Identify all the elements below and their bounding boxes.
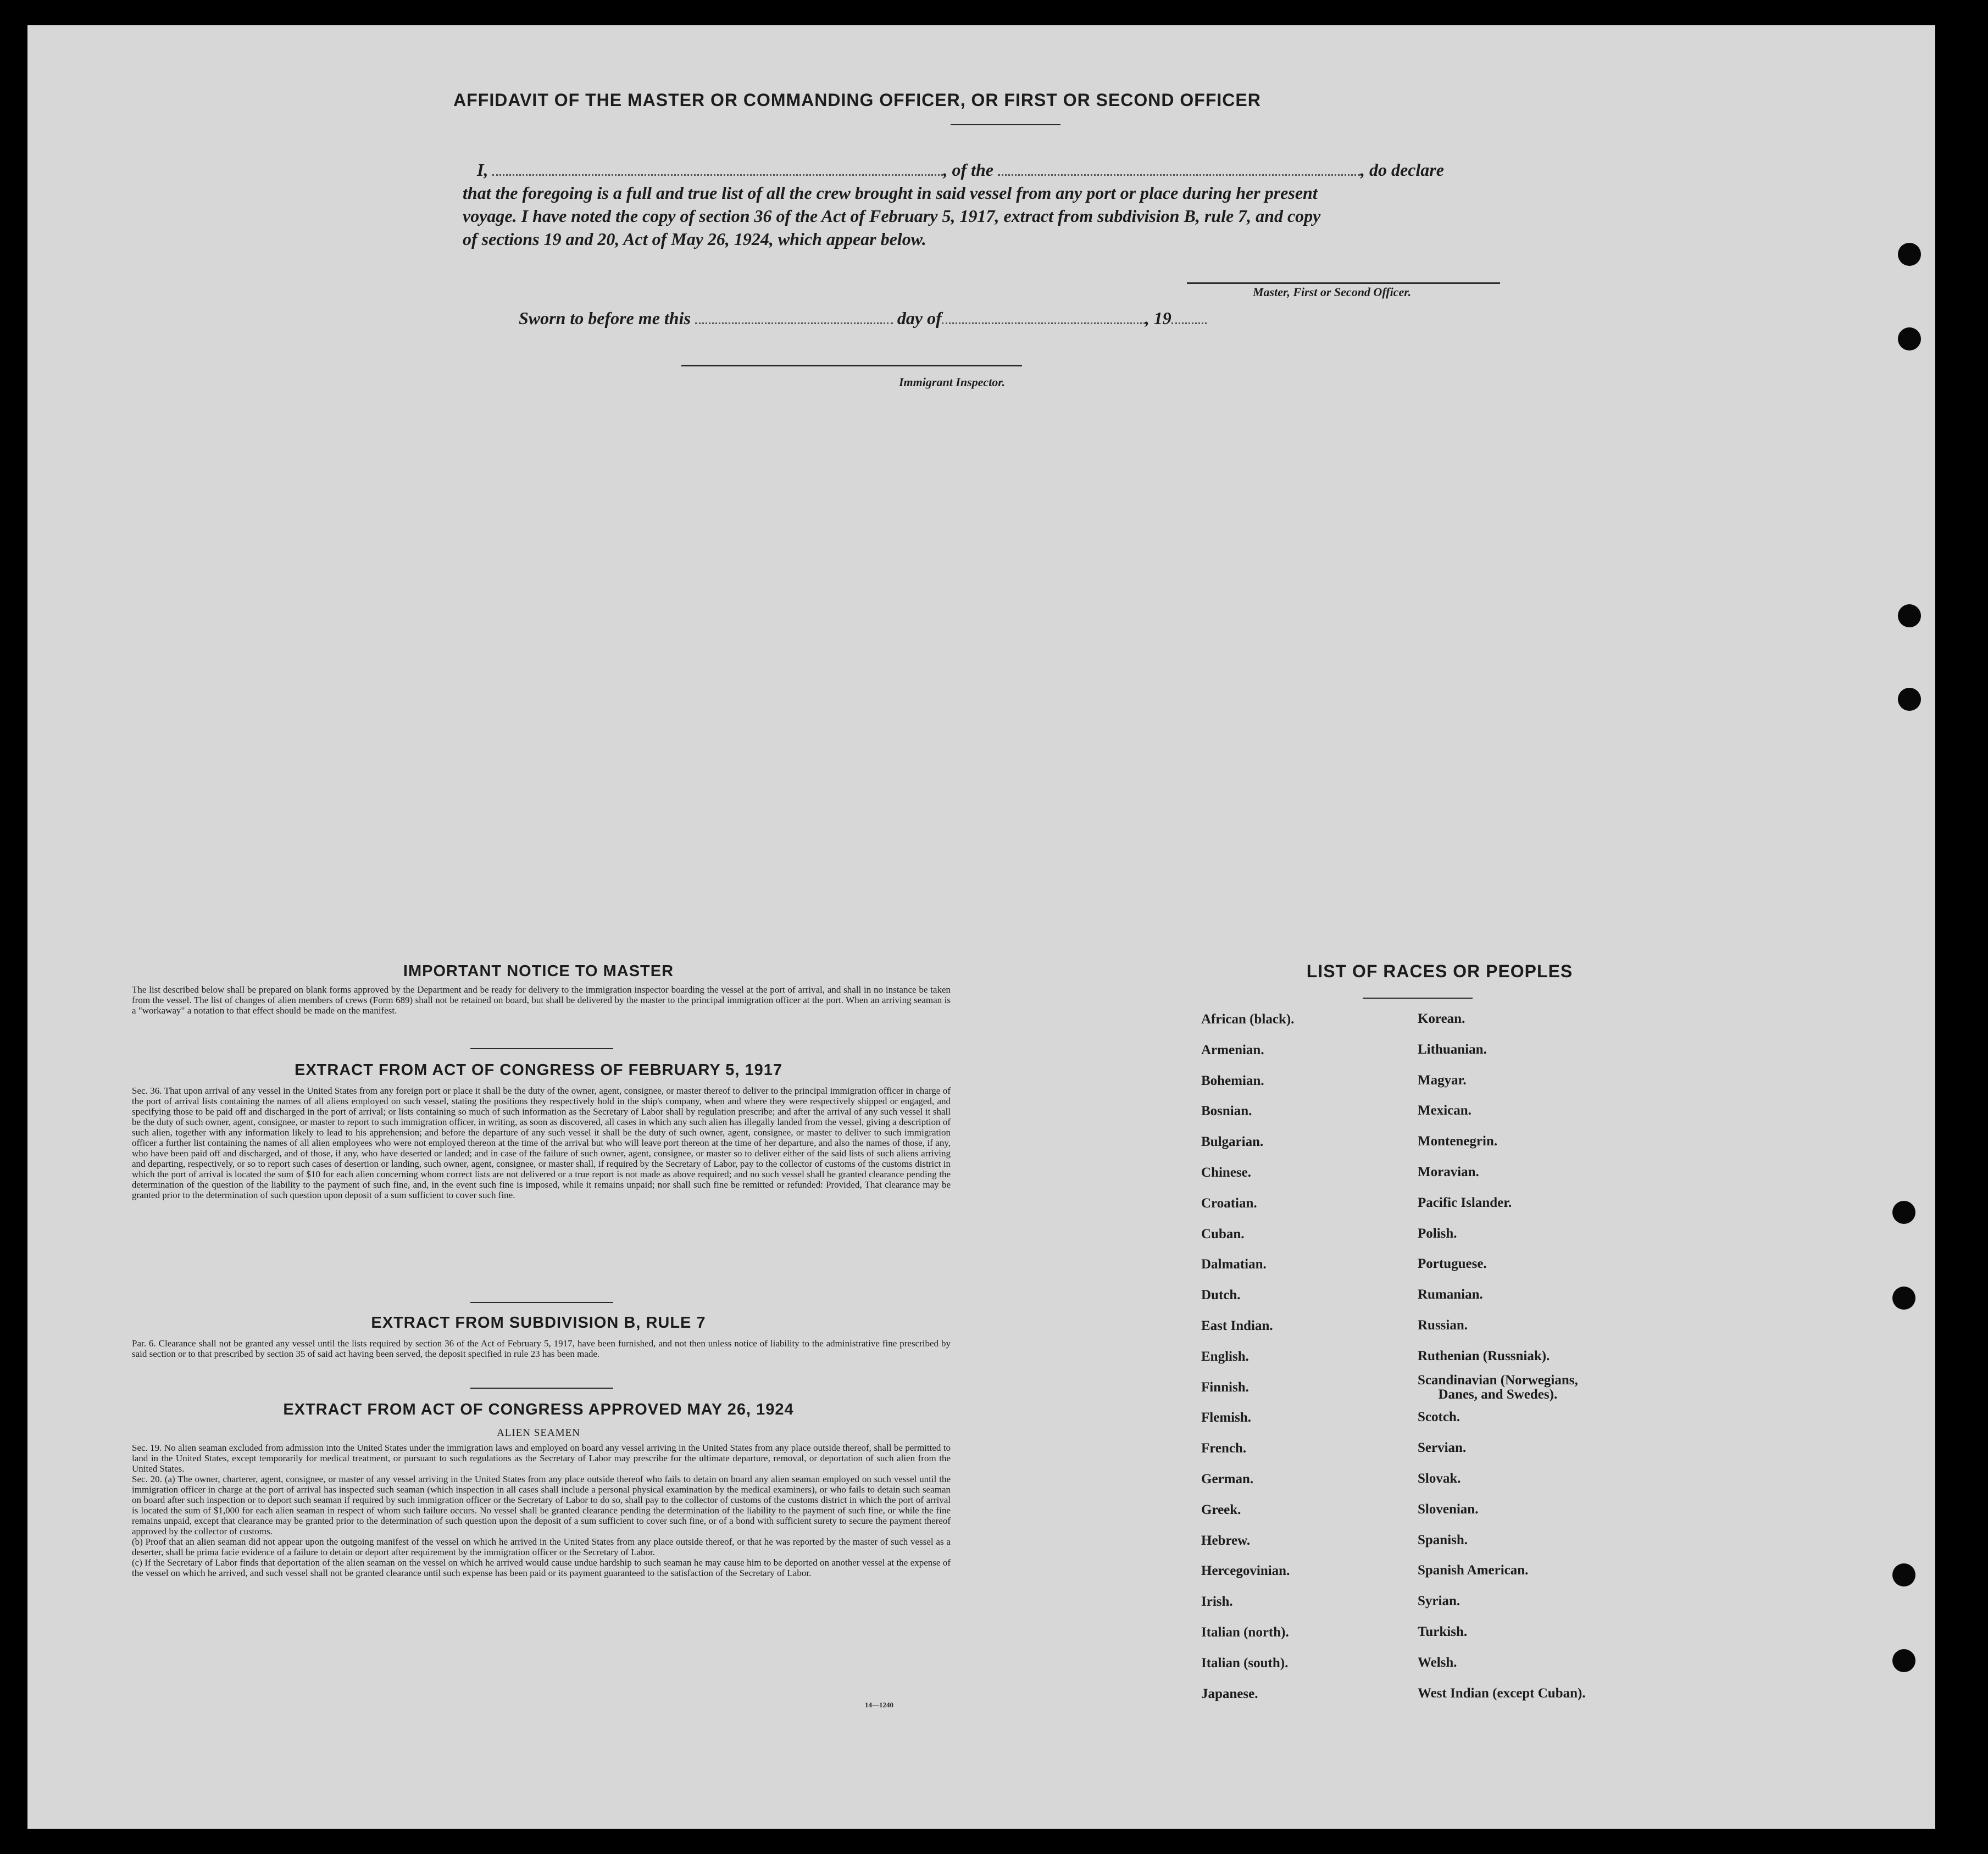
race-item: Chinese. (1201, 1165, 1251, 1180)
race-item: Slovak. (1418, 1471, 1461, 1486)
inspector-caption: Immigrant Inspector. (899, 375, 1006, 389)
name-blank[interactable] (492, 174, 943, 176)
section-divider (470, 1302, 613, 1303)
binder-hole (1892, 1201, 1915, 1224)
sec-20a-text: Sec. 20. (a) The owner, charterer, agent, consignee, or master of any vessel arriving in the United States from any place outside thereof who fails to detain on board any alien seaman employed on such vessel until the immigration officer in charge at the port of arrival has inspected such seaman (which inspection in all cases shall include a personal physical examination by the medical examiners), or who fails to detain such seaman on board after such inspection or to deport such seaman if required by such immigration officer or the Secretary of Labor to do so, shall pay to the collector of customs of the customs district in which the port of arrival is located the sum of $1,000 for each alien seaman in respect of whom such failure occurs. No vessel shall be granted clearance pending the determination of the liability to the payment of such fine, or while the fine remains unpaid, except that clearance may be granted prior to the determination of such question upon the deposit of a sum sufficient to cover such fine, or of a bond with sufficient surety to secure the payment thereof approved by the collector of customs. (132, 1474, 951, 1536)
extract-1917-title: EXTRACT FROM ACT OF CONGRESS OF FEBRUARY 5, 1917 (294, 1061, 783, 1079)
race-item: Russian. (1418, 1318, 1468, 1333)
race-item: Irish. (1201, 1594, 1233, 1610)
race-item: Lithuanian. (1418, 1042, 1487, 1057)
affidavit-title: AFFIDAVIT OF THE MASTER OR COMMANDING OFFICER, OR FIRST OR SECOND OFFICER (453, 90, 1261, 110)
race-item: Montenegrin. (1418, 1134, 1498, 1149)
race-item: Italian (north). (1201, 1625, 1289, 1640)
race-item: Bulgarian. (1201, 1134, 1264, 1150)
title-divider (951, 124, 1060, 125)
form-number: 14—1240 (865, 1701, 893, 1709)
sec-20c-text: (c) If the Secretary of Labor finds that deportation of the alien seaman on the vessel on which he arrived would cause undue hardship to such seaman he may cause him to be deported on another vessel at the expense of the vessel on which he arrived, and such vessel shall not be granted clearance until such expense has been paid or its payment guaranteed to the satisfaction of the Secretary of Labor. (132, 1557, 951, 1578)
master-caption: Master, First or Second Officer. (1253, 285, 1412, 299)
race-item: Japanese. (1201, 1686, 1258, 1701)
declaration-line-3: voyage. I have noted the copy of section 36 of the Act of February 5, 1917, extract from subdivision B, rule 7, and copy (463, 206, 1321, 226)
vessel-blank[interactable] (998, 174, 1360, 176)
binder-hole (1892, 1563, 1915, 1586)
sec-20b-text: (b) Proof that an alien seaman did not appear upon the outgoing manifest of the vessel on which he arrived in the United States from any place outside thereof, or that he was reported by the master of such vessel as a deserter, shall be prima facie evidence of a failure to detain or deport after requirement by the immigration officer or the Secretary of Labor. (132, 1536, 951, 1557)
race-item: African (black). (1201, 1012, 1295, 1027)
declaration-line-2: that the foregoing is a full and true list of all the crew brought in said vessel from any port or place during her present (463, 183, 1318, 203)
notice-title: IMPORTANT NOTICE TO MASTER (403, 962, 674, 980)
race-item: French. (1201, 1441, 1247, 1456)
race-item: Korean. (1418, 1011, 1465, 1026)
race-item: Bosnian. (1201, 1104, 1252, 1119)
race-item: Slovenian. (1418, 1501, 1479, 1517)
race-item: Turkish. (1418, 1624, 1468, 1639)
race-item: Welsh. (1418, 1655, 1457, 1670)
race-item: Moravian. (1418, 1165, 1479, 1179)
race-item: Italian (south). (1201, 1655, 1289, 1671)
binder-hole (1898, 327, 1921, 350)
declaration-of-the: , of the (943, 160, 993, 180)
races-title: LIST OF RACES OR PEOPLES (1306, 961, 1573, 981)
sworn-month-blank[interactable] (942, 322, 1145, 324)
race-item: West Indian (except Cuban). (1418, 1685, 1586, 1701)
declaration-line-1 (477, 158, 1576, 181)
race-item: Scandinavian (Norwegians, Danes, and Swedes). (1418, 1372, 1578, 1402)
race-item: Greek. (1201, 1502, 1241, 1517)
race-item: Spanish. (1418, 1532, 1468, 1547)
race-item: Ruthenian (Russniak). (1418, 1348, 1550, 1363)
master-signature-line[interactable] (1187, 282, 1500, 284)
race-item: Syrian. (1418, 1594, 1461, 1609)
sworn-day-blank[interactable] (695, 322, 893, 324)
inspector-signature-line[interactable] (681, 365, 1022, 366)
binder-hole (1898, 243, 1921, 266)
binder-hole (1898, 688, 1921, 711)
sworn-year-blank[interactable] (1171, 322, 1207, 324)
races-divider (1363, 998, 1473, 999)
race-item: German. (1201, 1472, 1254, 1486)
binder-hole (1898, 604, 1921, 627)
race-item: Mexican. (1418, 1103, 1471, 1118)
declaration-line-4: of sections 19 and 20, Act of May 26, 1924, which appear below. (463, 229, 926, 249)
race-item: Finnish. (1201, 1379, 1249, 1395)
race-item: Hercegovinian. (1201, 1563, 1290, 1579)
race-item: Scotch. (1418, 1410, 1461, 1425)
race-item: East Indian. (1201, 1318, 1273, 1333)
extract-1924-title: EXTRACT FROM ACT OF CONGRESS APPROVED MAY 26, 1924 (283, 1401, 794, 1418)
race-item: English. (1201, 1349, 1249, 1364)
sworn-year: , 19 (1145, 308, 1171, 328)
extract-1924-body (132, 1443, 951, 1578)
race-item: Flemish. (1201, 1410, 1251, 1426)
sworn-day-of: day of (897, 308, 942, 328)
binder-hole (1892, 1649, 1915, 1672)
race-item: Bohemian. (1201, 1073, 1264, 1088)
race-item: Dalmatian. (1201, 1257, 1267, 1272)
section-divider (470, 1048, 613, 1049)
race-item: Polish. (1418, 1226, 1457, 1241)
rule7-title: EXTRACT FROM SUBDIVISION B, RULE 7 (371, 1314, 706, 1332)
race-item: Portuguese. (1418, 1256, 1487, 1272)
sworn-prefix: Sworn to before me this (519, 308, 691, 328)
race-item: Rumanian. (1418, 1287, 1483, 1302)
declaration-i: I, (477, 160, 488, 180)
race-item: Croatian. (1201, 1195, 1257, 1211)
binder-hole (1892, 1287, 1915, 1310)
notice-body: The list described below shall be prepared on blank forms approved by the Department and be ready for delivery to the immigration inspector boarding the vessel at the port of arrival, and shall in no instance be taken from the vessel. The list of changes of alien members of crews (Form 689) shall not be retained on board, but shall be delivered by the master to the principal immigration officer at the port. When an arriving seaman is a "workaway" a notation to that effect should be made on the manifest. (132, 984, 951, 1016)
race-item: Dutch. (1201, 1288, 1241, 1303)
sworn-line (519, 307, 1398, 330)
race-item: Servian. (1418, 1440, 1467, 1456)
race-item: Pacific Islander. (1418, 1195, 1512, 1210)
race-item: Armenian. (1201, 1042, 1264, 1057)
document-sheet (27, 25, 1935, 1829)
sec-19-text: Sec. 19. No alien seaman excluded from admission into the United States under the immigration laws and employed on board any vessel arriving in the United States from any place outside thereof, shall be permitted to land in the United States, except temporarily for medical treatment, or pursuant to such regulations as the Secretary of Labor may prescribe for the ultimate departure, removal, or deportation of such alien from the United States. (132, 1443, 951, 1474)
race-item: Cuban. (1201, 1226, 1245, 1241)
race-item: Spanish American. (1418, 1563, 1529, 1578)
alien-seamen-subtitle: ALIEN SEAMEN (497, 1427, 580, 1439)
rule7-body: Par. 6. Clearance shall not be granted any vessel until the lists required by section 36 of the Act of February 5, 1917, have been furnished, and not then unless notice of liability to the administrative fine prescribed by said section or to that prescribed by section 35 of said act having been served, the deposit specified in rule 23 has been made. (132, 1338, 951, 1359)
section-divider (470, 1388, 613, 1389)
declaration-do-declare: , do declare (1360, 160, 1444, 180)
extract-1917-body: Sec. 36. That upon arrival of any vessel in the United States from any foreign port or place it shall be the duty of the owner, agent, consignee, or master thereof to deliver to the principal immigration officer in charge of the port of arrival lists containing the names of all aliens employed on such vessel, stating the positions they respectively hold in the ship's company, when and where they were respectively shipped or engaged, and specifying those to be paid off and discharged in the port of arrival; or lists containing so much of such information as the Secretary of Labor shall by regulation prescribe; and after the arrival of any such vessel it shall be the duty of such owner, agent, consignee, or master to report to such immigration officer, in writing, as soon as discovered, all cases in which any such alien has illegally landed from the vessel, giving a description of such alien, together with any information likely to lead to his apprehension; and before the departure of any such vessel it shall be the duty of such owner, agent, consignee, or master to deliver to such immigration officer a further list containing the names of all alien employees who were not employed thereon at the time of the arrival but who will leave port thereon at the time of her departure, and also the names of those, if any, who have been paid off and discharged, and of those, if any, who have deserted or landed; and in case of the failure of such owner, agent, consignee, or master so to deliver either of the said lists of such aliens arriving and departing, respectively, or so to report such cases of desertion or landing, such owner, agent, consignee, or master shall, if required by the Secretary of Labor, pay to the collector of customs of the customs district in which the port of arrival is located the sum of $10 for each alien concerning whom correct lists are not delivered or a true report is not made as above required; and no such vessel shall be granted clearance pending the determination of the question of the liability to the payment of such fine, and, in the event such fine is imposed, while it remains unpaid; nor shall such fine be remitted or refunded: Provided, That clearance may be granted prior to the determination of such question upon deposit of a sum sufficient to cover such fine. (132, 1085, 951, 1200)
race-item: Magyar. (1418, 1072, 1467, 1088)
race-item: Hebrew. (1201, 1533, 1251, 1548)
